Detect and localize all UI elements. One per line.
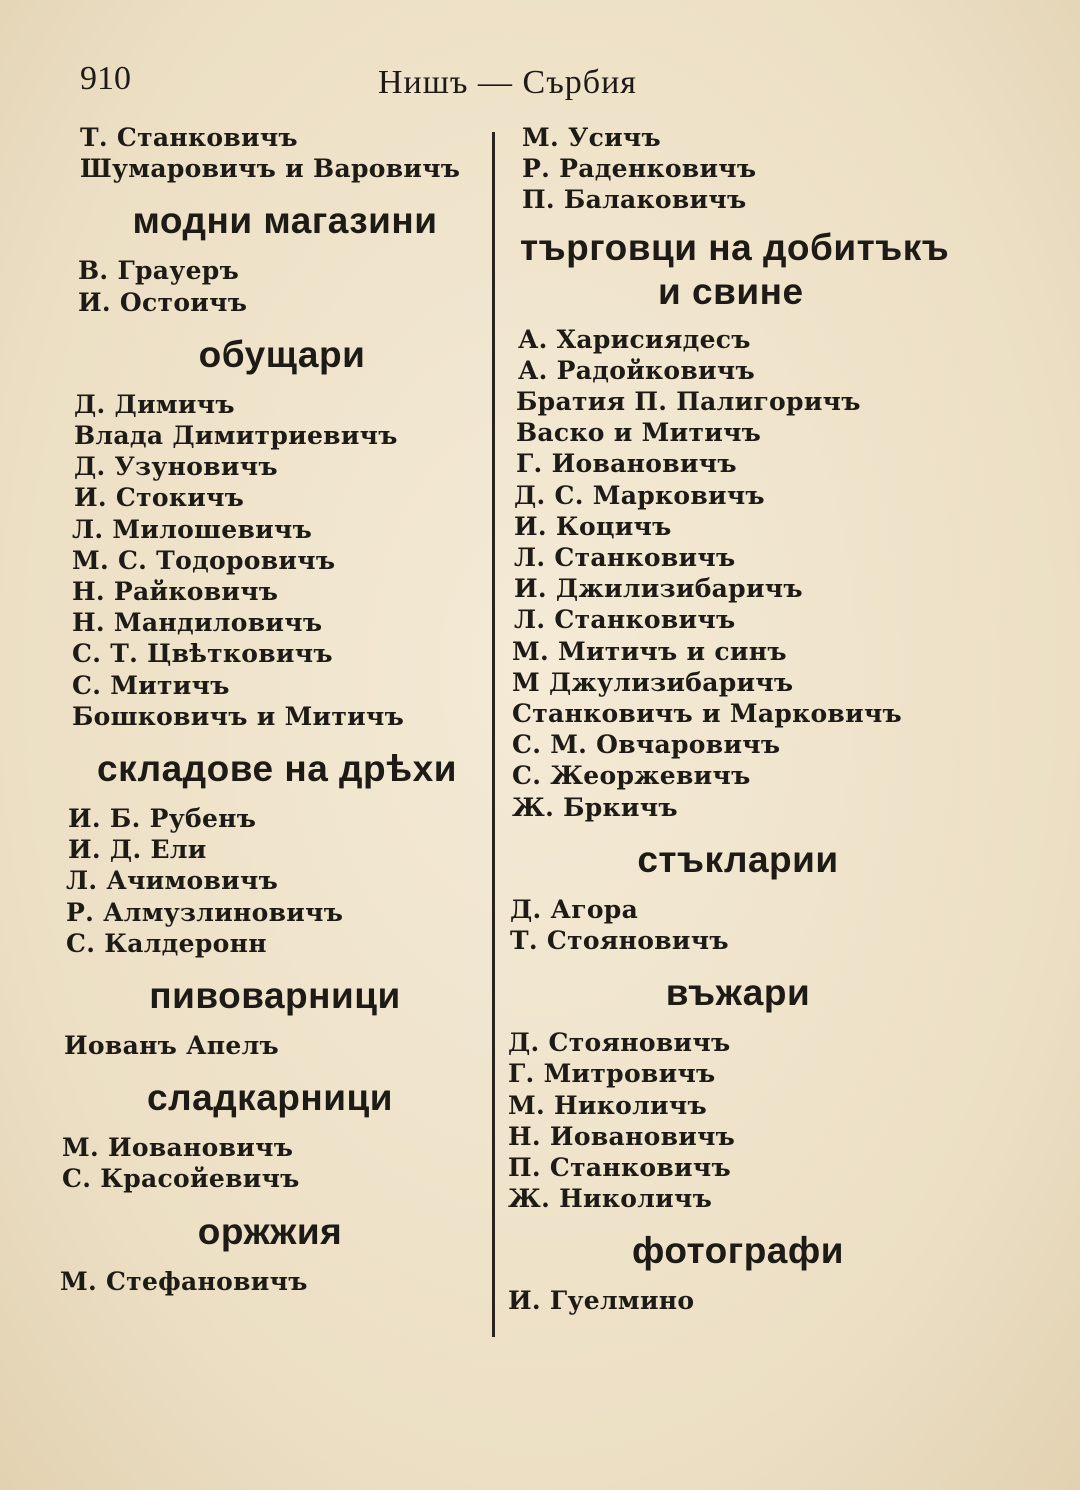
section-heading [508, 226, 968, 314]
list-item: Л. Ачимовичъ [66, 866, 279, 896]
section-heading: модни магазини [132, 200, 438, 242]
section-heading-line-2: и свине [658, 270, 804, 312]
list-item: Т. Станковичъ [80, 123, 298, 152]
list-item: П. Станковичъ [508, 1153, 731, 1183]
list-item: С. Калдеронн [66, 928, 267, 958]
list-item: С. М. Овчаровичъ [512, 730, 781, 760]
list-item: М. Усичъ [522, 123, 662, 152]
list-item: А. Харисиядесъ [518, 324, 751, 354]
list-item: М. Николичъ [508, 1090, 707, 1120]
section-heading: сладкарници [147, 1077, 393, 1119]
list-item: Шумаровичъ и Варовичъ [80, 154, 461, 184]
list-item: Иованъ Апелъ [64, 1031, 280, 1061]
list-item: Н. Мандиловичъ [72, 608, 323, 638]
list-item: М. Стефановичъ [60, 1266, 308, 1296]
list-item: И. Джилизибаричъ [514, 574, 803, 604]
list-item: С. Митичъ [72, 670, 230, 700]
list-item: С. Т. Цвѣтковичъ [72, 639, 333, 669]
list-item: И. Коцичъ [514, 511, 672, 541]
section-heading-line-1: търговци на добитъкъ [520, 226, 950, 268]
list-item: Братия П. Палигоричъ [516, 387, 861, 417]
list-item: Васко и Митичъ [516, 418, 762, 448]
left-column [60, 122, 480, 1297]
list-item: М. Митичъ и синъ [512, 636, 787, 666]
list-item: Бошковичъ и Митичъ [72, 701, 405, 731]
section-heading: въжари [665, 972, 811, 1014]
list-item: И. Б. Рубенъ [68, 804, 257, 834]
list-item: Р. Раденковичъ [522, 154, 757, 184]
list-item: Ж. Бркичъ [512, 792, 678, 822]
list-item: М Джулизибаричъ [512, 667, 794, 697]
running-title: Нишъ — Сърбия [378, 64, 637, 101]
right-column [508, 122, 968, 1317]
column-divider [492, 132, 495, 1337]
list-item: И. Остоичъ [78, 287, 248, 317]
section-heading: оржжия [197, 1210, 343, 1252]
section-heading: пивоварници [149, 975, 401, 1017]
list-item: Т. Стояновичъ [510, 926, 729, 956]
list-item: С. Красойевичъ [62, 1164, 300, 1194]
list-item: П. Балаковичъ [522, 185, 747, 215]
list-item: Станковичъ и Марковичъ [512, 699, 903, 729]
list-item: И. Гуелмино [508, 1286, 695, 1316]
list-item: М. Иовановичъ [62, 1133, 294, 1163]
list-item: И. Стокичъ [74, 483, 245, 513]
list-item: В. Грауеръ [78, 256, 240, 286]
section-heading: фотографи [631, 1230, 844, 1272]
list-item: Д. Агора [510, 894, 639, 924]
list-item: Д. С. Марковичъ [514, 480, 765, 510]
list-item: А. Радойковичъ [518, 355, 755, 385]
list-item: Д. Димичъ [74, 389, 235, 419]
list-item: Р. Алмузлиновичъ [66, 897, 344, 927]
list-item: Д. Стояновичъ [508, 1028, 731, 1058]
section-heading: складове на дрѣхи [97, 748, 457, 790]
list-item: Г. Иовановичъ [516, 449, 737, 479]
list-item: Л. Милошевичъ [72, 514, 313, 544]
list-item: Д. Узуновичъ [74, 452, 278, 482]
list-item: Г. Митровичъ [508, 1059, 716, 1089]
list-item: Н. Райковичъ [72, 577, 279, 607]
page-header [0, 58, 1080, 108]
list-item: Л. Станковичъ [514, 543, 736, 573]
list-item: М. С. Тодоровичъ [72, 545, 336, 575]
section-heading: обущари [198, 333, 366, 375]
list-item: С. Жеоржевичъ [512, 761, 751, 791]
list-item: Ж. Николичъ [508, 1184, 713, 1214]
page-number: 910 [80, 60, 131, 97]
list-item: Н. Иовановичъ [508, 1121, 736, 1151]
section-heading: стъклaрии [637, 838, 839, 880]
list-item: И. Д. Ели [68, 835, 207, 865]
list-item: Л. Станковичъ [514, 605, 736, 635]
list-item: Влада Димитриевичъ [74, 421, 398, 451]
